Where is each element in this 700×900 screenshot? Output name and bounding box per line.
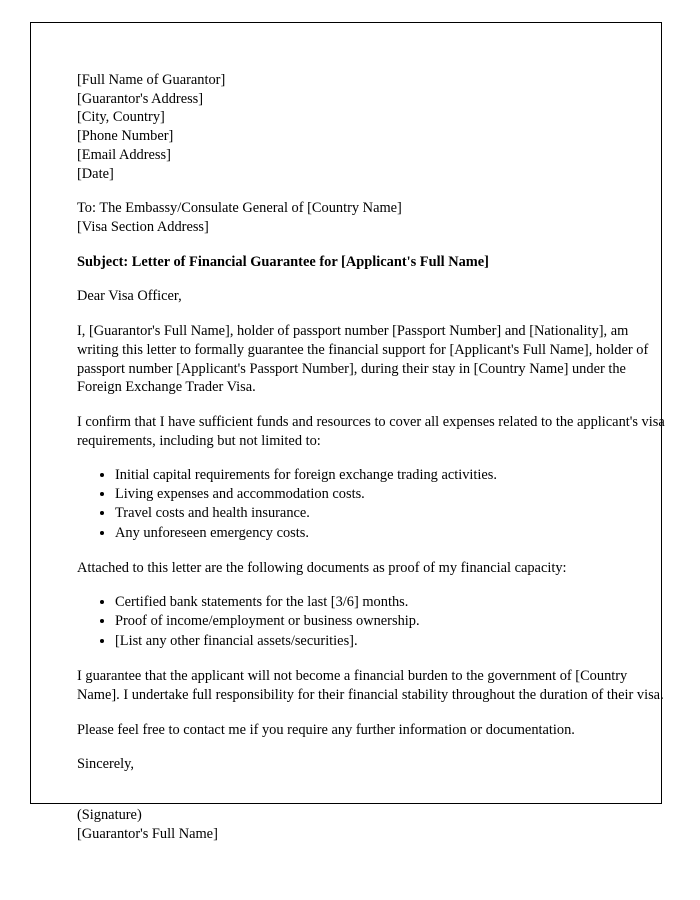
paragraph-no-burden: I guarantee that the applicant will not become a financial burden to the government of [Country Name]. I undertake full responsibility for their financial stability throughout the duration of their visa. — [77, 668, 664, 703]
recipient-line-embassy: To: The Embassy/Consulate General of [Country Name] — [77, 200, 402, 217]
letter-content — [77, 71, 665, 844]
salutation: Dear Visa Officer, — [77, 288, 182, 305]
expenses-list — [77, 466, 665, 544]
list-item: • Proof of income/employment or business ownership. — [115, 612, 665, 631]
sender-address-block — [77, 71, 665, 183]
recipient-line-visa-section: [Visa Section Address] — [77, 219, 209, 236]
list-item: • Certified bank statements for the last [3/6] months. — [115, 593, 665, 612]
list-item: • [List any other financial assets/securities]. — [115, 632, 665, 651]
sender-line-phone: [Phone Number] — [77, 128, 174, 145]
signature-placeholder: (Signature) — [77, 807, 142, 824]
list-item: • Living expenses and accommodation costs. — [115, 485, 665, 504]
paragraph-attachments-intro: Attached to this letter are the following documents as proof of my financial capacity: — [77, 560, 567, 577]
recipient-address-block — [77, 199, 665, 236]
sender-line-name: [Full Name of Guarantor] — [77, 72, 226, 88]
list-item: • Any unforeseen emergency costs. — [115, 524, 665, 543]
sender-line-date: [Date] — [77, 165, 114, 182]
sender-line-email: [Email Address] — [77, 146, 171, 163]
list-item: • Initial capital requirements for foreign exchange trading activities. — [115, 466, 665, 485]
subject-line: Subject: Letter of Financial Guarantee for [Applicant's Full Name] — [77, 253, 489, 270]
paragraph-guarantee-intro: I, [Guarantor's Full Name], holder of passport number [Passport Number] and [Nationality], am writing this letter to formally guarantee the financial support for [Applicant's Full Name], holder of passport number [Applicant's Passport Number], during their stay in [Country Name] under the Foreign Exchange Trader Visa. — [77, 323, 649, 396]
closing: Sincerely, — [77, 756, 135, 773]
sender-line-address: [Guarantor's Address] — [77, 90, 204, 107]
signature-block — [77, 806, 665, 843]
documents-list — [77, 593, 665, 651]
sender-line-city-country: [City, Country] — [77, 109, 165, 126]
list-item: • Travel costs and health insurance. — [115, 504, 665, 523]
document-frame — [30, 22, 665, 842]
signature-name: [Guarantor's Full Name] — [77, 825, 218, 842]
paragraph-contact: Please feel free to contact me if you require any further information or documentation. — [77, 721, 575, 738]
paragraph-funds-confirmation: I confirm that I have sufficient funds and resources to cover all expenses related to the applicant's visa requirements, including but not limited to: — [77, 414, 665, 449]
